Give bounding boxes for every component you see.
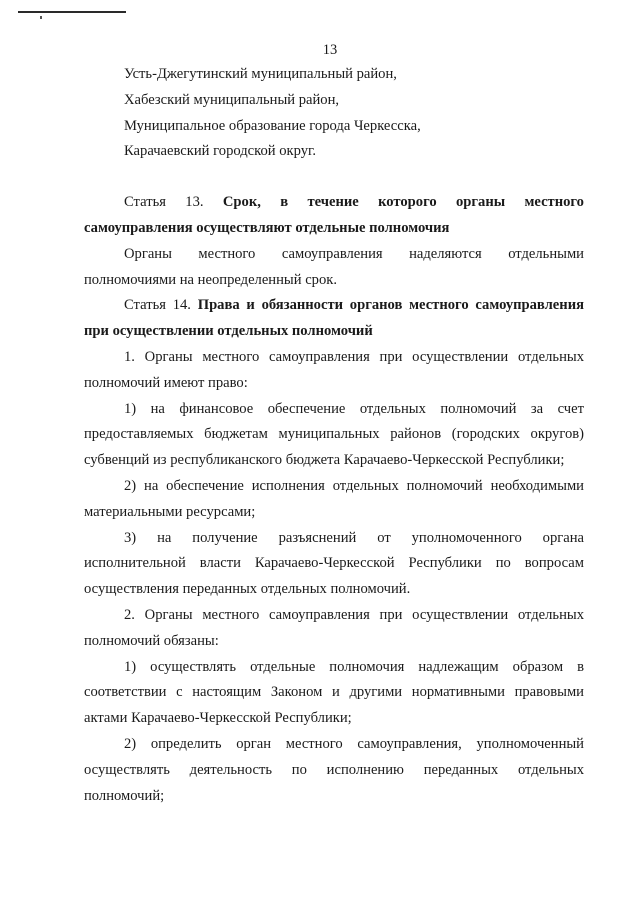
article-14-paragraph-1: 1. Органы местного самоуправления при осуществлении отдельных полномочий имеют право: [84,348,584,391]
article-13-title: Срок, в течение которого органы местного самоуправления осуществляют отдельные полномочия [84,194,584,236]
article-14-title: Права и обязанности органов местного самоуправления при осуществлении отдельных полномочий [84,297,584,340]
document-body [84,62,584,809]
article-14-item-1-2: 2) на обеспечение исполнения отдельных полномочий необходимыми материальными ресурсами; [84,477,584,520]
article-14-item-1-1: 1) на финансовое обеспечение отдельных полномочий за счет предоставляемых бюджетам муниципальных районов (городских округов) субвенций из республиканского бюджета Карачаево-Черкесской Республики; [84,400,584,469]
scan-artifact-line [18,11,126,13]
article-13-label: Статья 13. [124,194,204,211]
article-14-item-2-2: 2) определить орган местного самоуправления, уполномоченный осуществлять деятельность по исполнению переданных отдельных полномочий; [84,735,584,804]
article-14-item-2-1: 1) осуществлять отдельные полномочия надлежащим образом в соответствии с настоящим Законом и другими нормативными правовыми актами Карачаево-Черкесской Республики; [84,658,584,727]
scan-artifact-dot [40,16,42,19]
municipality-item: Муниципальное образование города Черкесска, [124,117,421,134]
article-14-label: Статья 14. [124,297,191,314]
article-13-text: Органы местного самоуправления наделяются отдельными полномочиями на неопределенный срок. [84,245,584,288]
article-14-heading [84,293,584,345]
page-number: 13 [322,42,338,58]
article-14-paragraph-2: 2. Органы местного самоуправления при осуществлении отдельных полномочий обязаны: [84,606,584,649]
municipality-item: Усть-Джегутинский муниципальный район, [124,66,397,82]
article-14-item-1-3: 3) на получение разъяснений от уполномоченного органа исполнительной власти Карачаево-Черкесской Республики по вопросам осуществления переданных отдельных полномочий. [84,529,584,598]
municipality-item: Карачаевский городской округ. [124,143,317,160]
municipality-item: Хабезский муниципальный район, [124,91,340,108]
article-13-heading [84,190,584,242]
